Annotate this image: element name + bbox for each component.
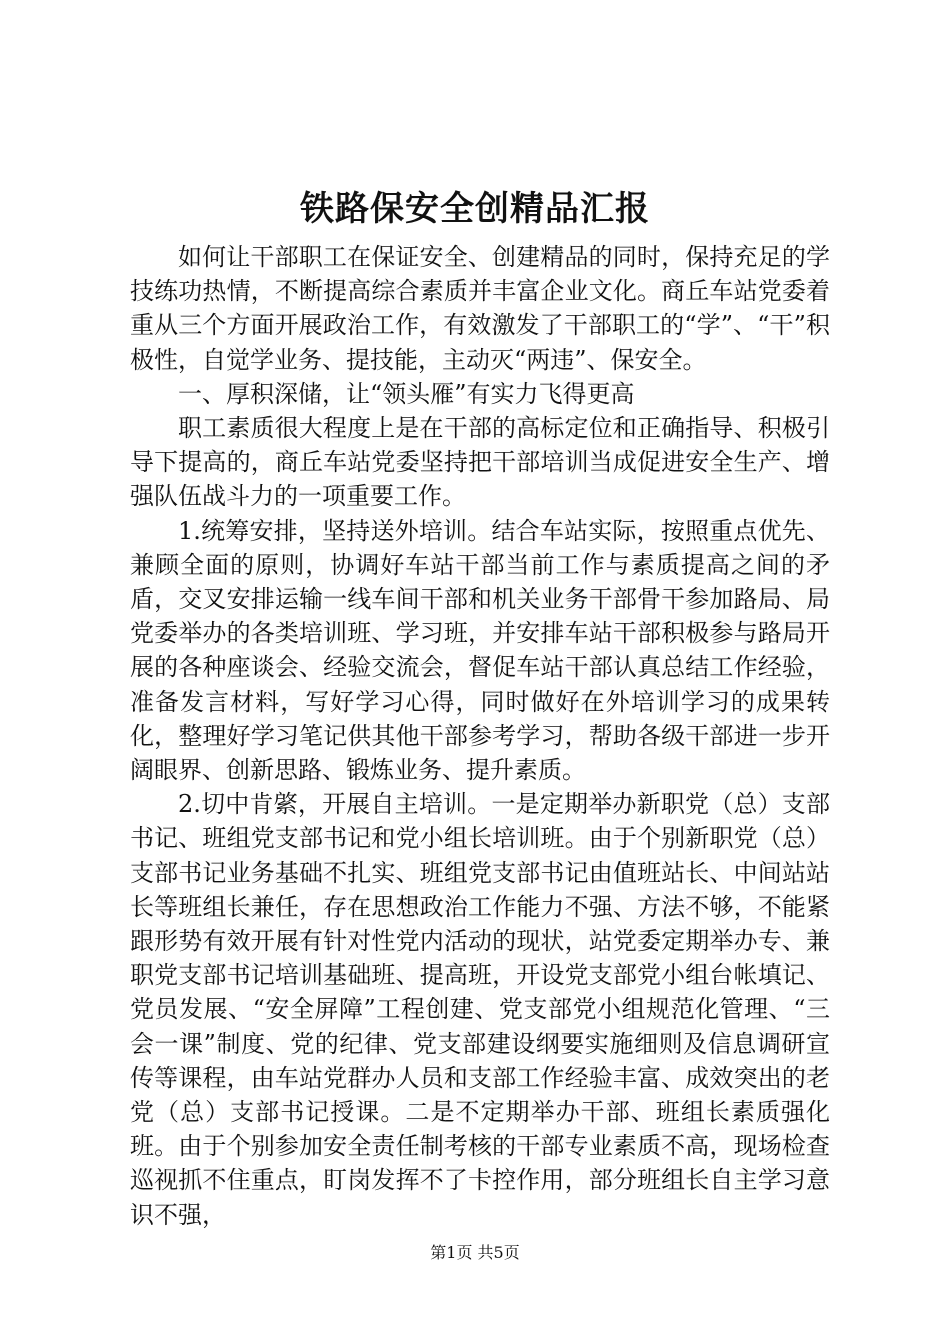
document-title: 铁路保安全创精品汇报 <box>300 189 650 229</box>
paragraph-item-2: 2.切中肯綮，开展自主培训。一是定期举办新职党（总）支部书记、班组党支部书记和党小组长培训班。由于个别新职党（总）支部书记业务基础不扎实、班组党支部书记由值班站长、中间站站长等班组长兼任，存在思想政治工作能力不强、方法不够，不能紧跟形势有效开展有针对性党内活动的现状，站党委定期举办专、兼职党支部书记培训基础班、提高班，开设党支部党小组台帐填记、党员发展、“安全屏障”工程创建、党支部党小组规范化管理、“三会一课”制度、党的纪律、党支部建设纲要实施细则及信息调研宣传等课程，由车站党群办人员和支部工作经验丰富、成效突出的老党（总）支部书记授课。二是不定期举办干部、班组长素质强化班。由于个别参加安全责任制考核的干部专业素质不高，现场检查巡视抓不住重点，盯岗发挥不了卡控作用，部分班组长自主学习意识不强， <box>130 790 830 1229</box>
paragraph-item-1: 1.统筹安排，坚持送外培训。结合车站实际，按照重点优先、兼顾全面的原则，协调好车站干部当前工作与素质提高之间的矛盾，交叉安排运输一线车间干部和机关业务干部骨干参加路局、局党委举办的各类培训班、学习班，并安排车站干部积极参与路局开展的各种座谈会、经验交流会，督促车站干部认真总结工作经验，准备发言材料，写好学习心得，同时做好在外培训学习的成果转化，整理好学习笔记供其他干部参考学习，帮助各级干部进一步开阔眼界、创新思路、锻炼业务、提升素质。 <box>130 516 830 785</box>
page-number-footer: 第1页 共5页 <box>430 1243 520 1262</box>
section-heading-1: 一、厚积深储，让“领头雁”有实力飞得更高 <box>178 379 635 408</box>
paragraph-intro: 如何让干部职工在保证安全、创建精品的同时，保持充足的学技练功热情，不断提高综合素质并丰富企业文化。商丘车站党委着重从三个方面开展政治工作，有效激发了干部职工的“学”、“干”积极性，自觉学业务、提技能，主动灭“两违”、保安全。 <box>130 243 830 374</box>
paragraph-section-1-intro: 职工素质很大程度上是在干部的高标定位和正确指导、积极引导下提高的，商丘车站党委坚持把干部培训当成促进安全生产、增强队伍战斗力的一项重要工作。 <box>130 414 830 511</box>
document-body <box>130 240 830 1232</box>
